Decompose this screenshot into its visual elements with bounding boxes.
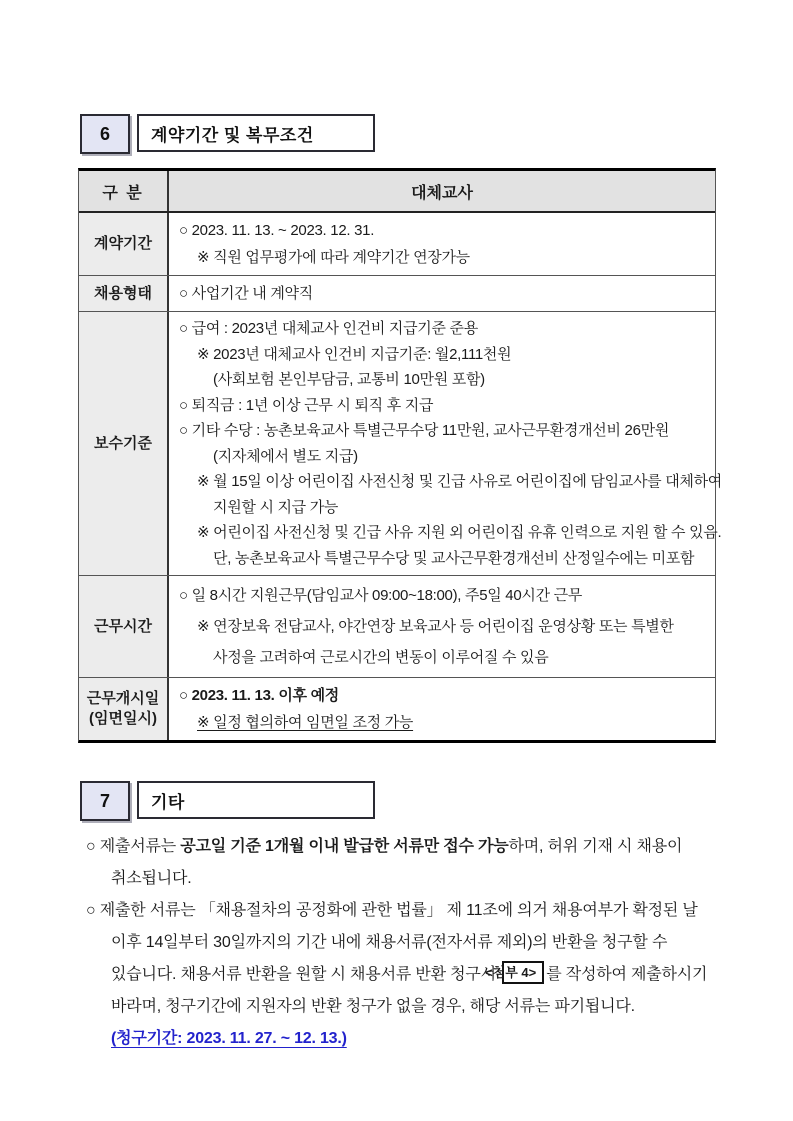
table-row-employment-type bbox=[79, 276, 715, 312]
content-line: ○ 2023. 11. 13. ~ 2023. 12. 31. bbox=[179, 222, 375, 239]
note-item-documents-validity bbox=[86, 831, 732, 895]
row-content bbox=[169, 576, 715, 677]
table-header-row bbox=[79, 171, 715, 213]
note-text: ○ 제출한 서류는 「채용절차의 공정화에 관한 법률」 제 11조에 의거 채용여부가 확정된 날 이후 14일부터 30일까지의 기간 내에 채용서류(전자서류 제외)의 반환을 청구할 수 있습니다. 채용서류 반환을 원할 시 채용서류 반환 청구서 bbox=[86, 902, 698, 983]
note-text: 하며, 허위 기재 시 채용이 취소됩니다. bbox=[111, 838, 683, 887]
section6-title: 계약기간 및 복무조건 bbox=[137, 114, 375, 152]
row-label-line2: (임면일시) bbox=[89, 710, 157, 727]
content-line: 지원할 시 지급 가능 bbox=[213, 498, 339, 516]
content-line: ○ 퇴직금 : 1년 이상 근무 시 퇴직 후 지급 bbox=[179, 396, 434, 414]
row-label: 보수기준 bbox=[79, 312, 169, 575]
content-line: ○ 2023. 11. 13. 이후 예정 bbox=[179, 687, 339, 704]
note-text: ○ 제출서류는 bbox=[86, 838, 181, 855]
content-line: (사회보험 본인부담금, 교통비 10만원 포함) bbox=[213, 371, 485, 388]
content-line: (지자체에서 별도 지급) bbox=[213, 447, 358, 465]
row-content bbox=[169, 213, 715, 275]
content-line: ※ 2023년 대체교사 인건비 지급기준: 월2,111천원 bbox=[197, 345, 512, 363]
content-line: ○ 사업기간 내 계약직 bbox=[179, 285, 313, 302]
row-label-line1: 근무개시일 bbox=[86, 690, 160, 707]
table-row-pay-standard bbox=[79, 312, 722, 576]
table-header-value: 대체교사 bbox=[411, 184, 473, 202]
row-label: 채용형태 bbox=[79, 276, 169, 311]
content-line: ○ 기타 수당 : 농촌보육교사 특별근무수당 11만원, 교사근무환경개선비 26만원 bbox=[179, 422, 670, 439]
content-line: ○ 일 8시간 지원근무(담임교사 09:00~18:00), 주5일 40시간 근무 bbox=[179, 587, 583, 604]
row-label: 계약기간 bbox=[79, 213, 169, 275]
content-line: 사정을 고려하여 근로시간의 변동이 이루어질 수 있음 bbox=[213, 649, 549, 666]
content-line: 단, 농촌보육교사 특별근무수당 및 교사근무환경개선비 산정일수에는 미포함 bbox=[213, 549, 695, 567]
row-content bbox=[169, 312, 728, 575]
row-content bbox=[169, 276, 715, 311]
row-label: 근무시간 bbox=[79, 576, 169, 677]
conditions-table bbox=[78, 168, 722, 743]
row-label bbox=[79, 678, 169, 740]
table-row-working-hours bbox=[79, 576, 715, 678]
content-line: ○ 급여 : 2023년 대체교사 인건비 지급기준 준용 bbox=[179, 320, 478, 337]
notes-list bbox=[86, 831, 732, 1055]
content-line: ※ 월 15일 이상 어린이집 사전신청 및 긴급 사유로 어린이집에 담임교사를 대체하여 bbox=[197, 473, 722, 490]
section7-number-badge: 7 bbox=[80, 781, 130, 821]
content-line: ※ 직원 업무평가에 따라 계약기간 연장가능 bbox=[197, 249, 470, 266]
section7-header bbox=[80, 781, 375, 821]
note-item-document-return bbox=[86, 895, 732, 1023]
attachment-4-reference-box: <첨부 4> bbox=[502, 961, 544, 984]
row-content bbox=[169, 678, 715, 740]
note-text-bold: 공고일 기준 1개월 이내 발급한 서류만 접수 가능 bbox=[180, 838, 509, 855]
table-header-category: 구 분 bbox=[79, 171, 169, 211]
section6-number-badge: 6 bbox=[80, 114, 130, 154]
content-line: ※ 어린이집 사전신청 및 긴급 사유 지원 외 어린이집 유휴 인력으로 지원 할 수 있음. bbox=[197, 524, 722, 541]
table-row-contract-period bbox=[79, 213, 715, 276]
content-line: ※ 연장보육 전담교사, 야간연장 보육교사 등 어린이집 운영상황 또는 특별한 bbox=[197, 618, 674, 635]
content-line: ※ 일정 협의하여 임면일 조정 가능 bbox=[197, 714, 414, 731]
note-text: 를 작성하여 제출하시기 바라며, 청구기간에 지원자의 반환 청구가 없을 경우, 해당 서류는 파기됩니다. bbox=[111, 966, 708, 1015]
section7-title: 기타 bbox=[137, 781, 375, 819]
table-row-start-date bbox=[79, 678, 715, 740]
section6-header bbox=[80, 114, 375, 154]
claim-period-text: (청구기간: 2023. 11. 27. ~ 12. 13.) bbox=[111, 1030, 347, 1047]
